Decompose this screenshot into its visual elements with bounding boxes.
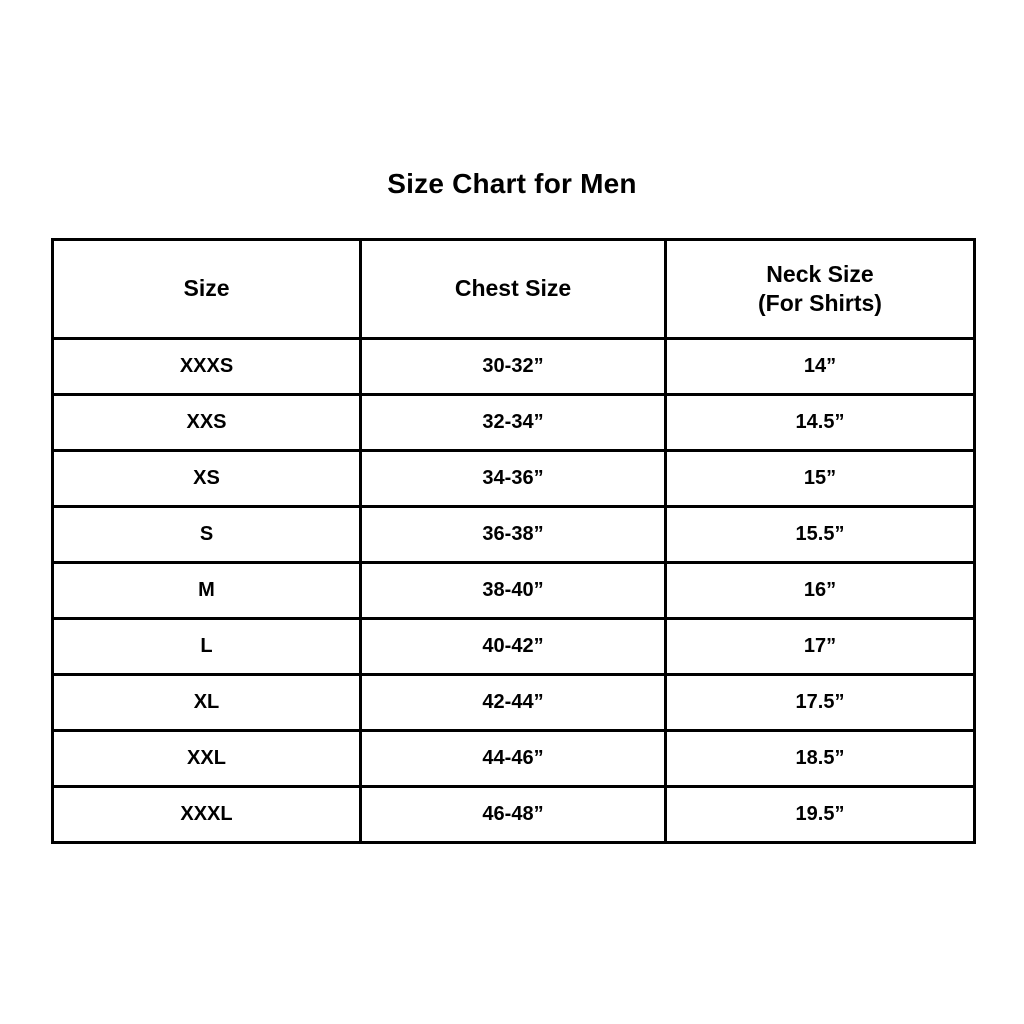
cell-neck-size: 15.5” (666, 507, 975, 563)
table-header (53, 240, 975, 339)
cell-neck-size: 18.5” (666, 731, 975, 787)
cell-size: XS (53, 451, 361, 507)
size-chart-table-container (51, 238, 973, 844)
cell-neck-size: 16” (666, 563, 975, 619)
cell-chest-size: 40-42” (361, 619, 666, 675)
cell-size: L (53, 619, 361, 675)
table-header-row (53, 240, 975, 339)
table-row (53, 619, 975, 675)
cell-chest-size: 42-44” (361, 675, 666, 731)
cell-size: XXXS (53, 339, 361, 395)
table-row (53, 675, 975, 731)
cell-chest-size: 30-32” (361, 339, 666, 395)
size-chart-table (51, 238, 976, 844)
cell-neck-size: 15” (666, 451, 975, 507)
table-row (53, 451, 975, 507)
cell-chest-size: 44-46” (361, 731, 666, 787)
cell-neck-size: 19.5” (666, 787, 975, 843)
table-row (53, 339, 975, 395)
cell-chest-size: 36-38” (361, 507, 666, 563)
cell-size: M (53, 563, 361, 619)
cell-chest-size: 46-48” (361, 787, 666, 843)
cell-chest-size: 32-34” (361, 395, 666, 451)
cell-neck-size: 17” (666, 619, 975, 675)
cell-neck-size: 14.5” (666, 395, 975, 451)
table-row (53, 395, 975, 451)
table-row (53, 787, 975, 843)
column-header-size (53, 240, 361, 339)
cell-chest-size: 38-40” (361, 563, 666, 619)
column-header-neck-size-sublabel: (For Shirts) (758, 290, 882, 316)
column-header-chest-size (361, 240, 666, 339)
table-row (53, 507, 975, 563)
cell-size: XXL (53, 731, 361, 787)
cell-size: XXS (53, 395, 361, 451)
table-body (53, 339, 975, 843)
column-header-chest-size-label: Chest Size (454, 275, 572, 302)
column-header-neck-size-label: Neck Size (766, 260, 874, 287)
column-header-neck-size (666, 240, 975, 339)
cell-neck-size: 17.5” (666, 675, 975, 731)
page-title: Size Chart for Men (387, 168, 637, 199)
cell-size: S (53, 507, 361, 563)
cell-neck-size: 14” (666, 339, 975, 395)
cell-size: XXXL (53, 787, 361, 843)
column-header-size-label: Size (183, 275, 230, 302)
cell-size: XL (53, 675, 361, 731)
table-row (53, 731, 975, 787)
table-row (53, 563, 975, 619)
cell-chest-size: 34-36” (361, 451, 666, 507)
